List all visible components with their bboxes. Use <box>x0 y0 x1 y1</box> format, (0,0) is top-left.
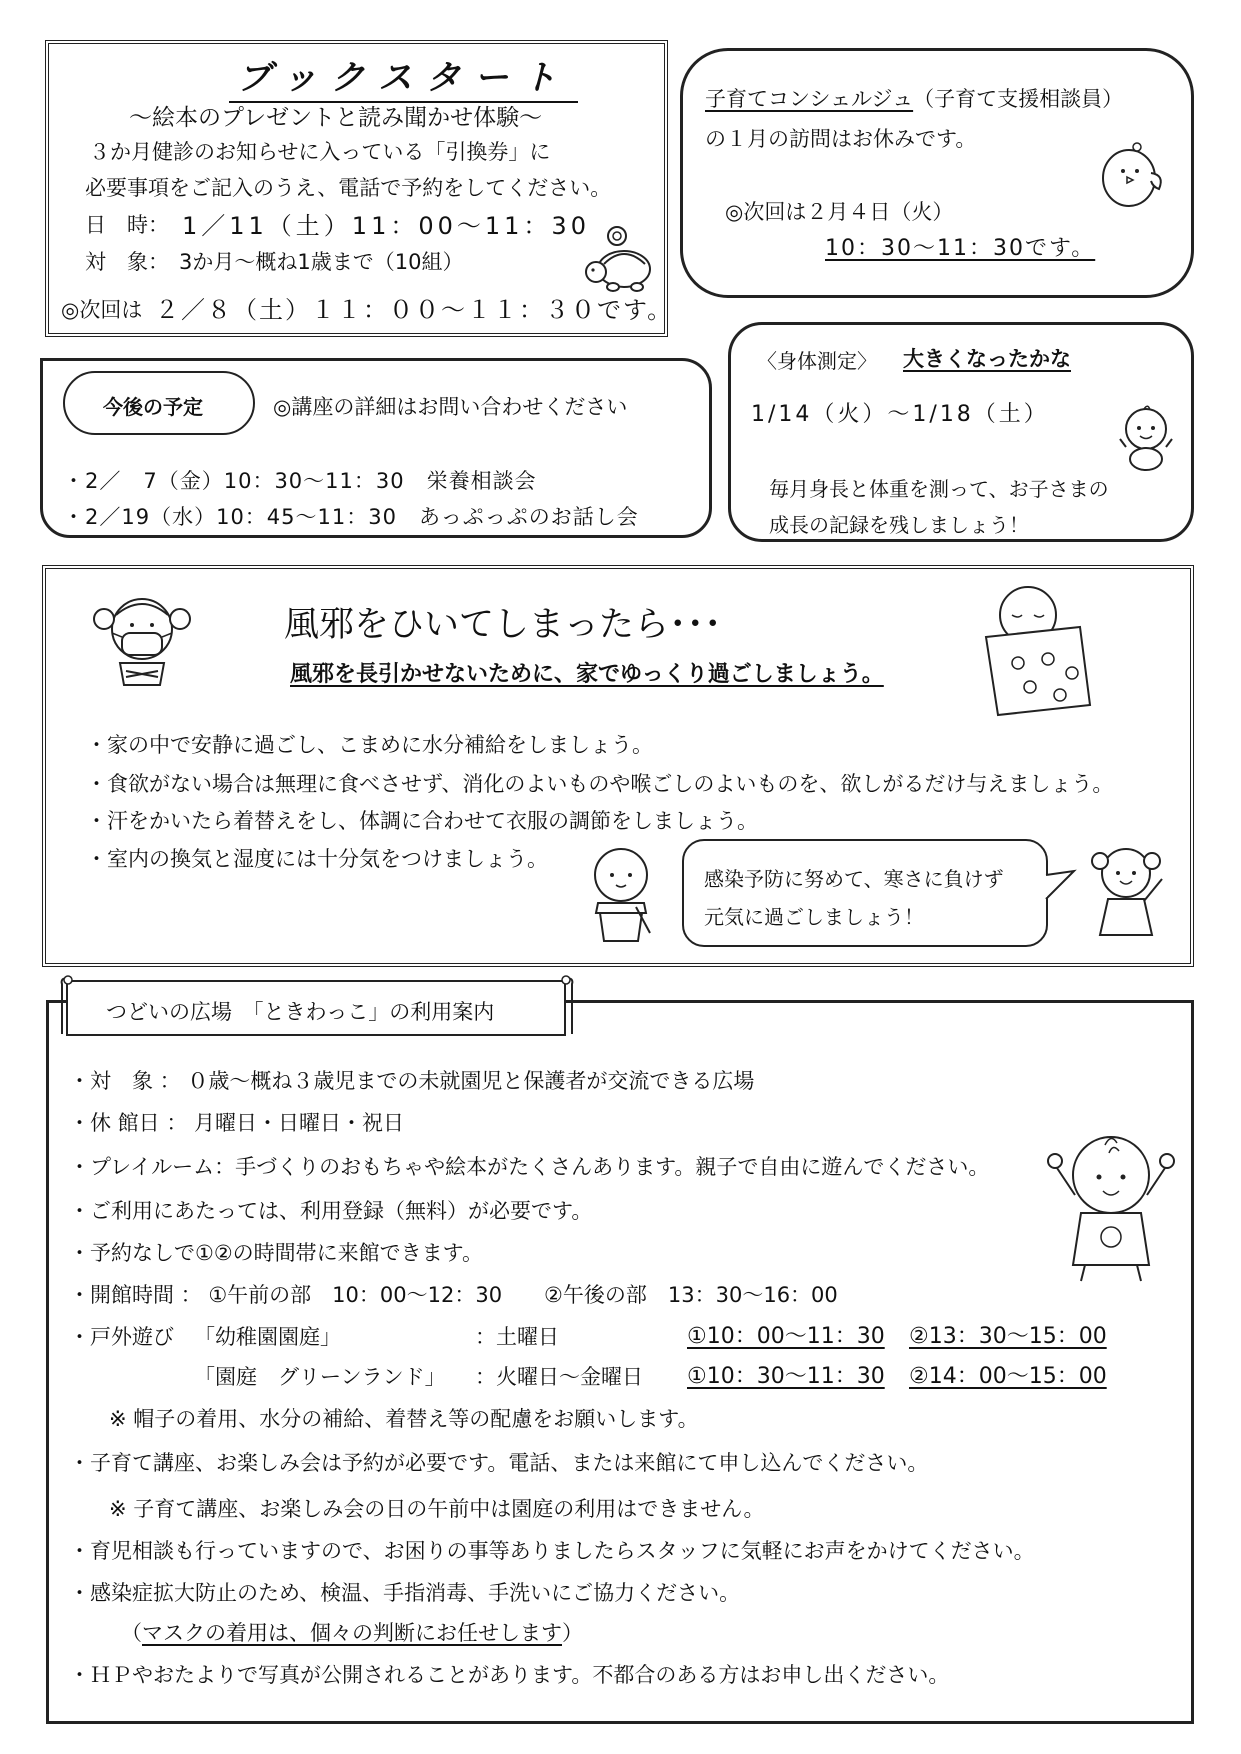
guide-target: ・対 象 ： ０歳～概ね３歳児までの未就園児と保護者が交流できる広場 <box>69 1069 755 1093</box>
guide-hours: ・開館時間 ： ①午前の部 10：00～12：30 ②午後の部 13：30～16：00 <box>69 1283 838 1307</box>
guide-registration: ・ご利用にあたっては、利用登録（無料）が必要です。 <box>69 1199 593 1223</box>
baby-illustration <box>1116 403 1176 473</box>
schedule-item: ・2／ 7（金）10：30～11：30 栄養相談会 <box>63 469 537 493</box>
bubble-line1: 感染予防に努めて、寒さに負けず <box>704 867 1004 891</box>
guide-note2: ※ 子育て講座、お楽しみ会の日の午前中は園庭の利用はできません。 <box>109 1497 765 1521</box>
speech-bubble <box>682 839 1048 947</box>
guide-outdoor1-time1: ①10：00～11：30 <box>687 1324 885 1349</box>
guide-outdoor2-place: 「園庭 グリーンランド」 <box>194 1365 446 1389</box>
guide-title-banner <box>66 980 566 1036</box>
guide-outdoor1-place: 「幼稚園園庭」 <box>194 1325 341 1349</box>
bookstart-title: ブックスタート <box>229 50 578 103</box>
scroll-curl-right-icon <box>556 974 576 1038</box>
baby-cheering-illustration <box>1045 1125 1175 1285</box>
measure-box <box>728 322 1194 542</box>
concierge-title-suffix: （子育て支援相談員） <box>913 87 1124 111</box>
measure-dates: 1/14（火）～1/18（土） <box>751 402 1049 427</box>
cold-item: ・汗をかいたら着替えをし、体調に合わせて衣服の調節をしましょう。 <box>86 809 758 833</box>
scroll-curl-left-icon <box>58 974 78 1038</box>
cold-box <box>42 565 1194 967</box>
concierge-box <box>680 48 1194 298</box>
measure-line2: 成長の記録を残しましょう！ <box>769 513 1029 537</box>
schedule-note: ◎講座の詳細はお問い合わせください <box>273 395 628 419</box>
bookstart-target-value: 3か月～概ね1歳まで（10組） <box>179 250 464 274</box>
guide-mask-line <box>121 1617 583 1647</box>
guide-title: つどいの広場 「ときわっこ」の利用案内 <box>106 1000 495 1024</box>
bookstart-line1: ３か月健診のお知らせに入っている「引換券」に <box>89 140 551 164</box>
guide-consult: ・育児相談も行っていますので、お困りの事等ありましたらスタッフに気軽にお声をかけてください。 <box>69 1539 1035 1563</box>
schedule-tag-label: 今後の予定 <box>103 395 203 419</box>
bubble-line2: 元気に過ごしましょう！ <box>704 905 924 929</box>
bookstart-target-label: 対 象： <box>85 250 169 274</box>
measure-title: 大きくなったかな <box>903 347 1071 371</box>
schedule-item: ・2／19（水）10：45～11：30 あっぷっぷのお話し会 <box>63 505 639 529</box>
turtle-illustration <box>579 224 659 294</box>
bookstart-subtitle: ～絵本のプレゼントと読み聞かせ体験～ <box>129 105 543 131</box>
boy-scarf-illustration <box>576 841 666 951</box>
guide-outdoor2-time2: ②14：00～15：00 <box>909 1364 1107 1389</box>
guide-box <box>46 1000 1194 1724</box>
schedule-tag <box>63 371 255 435</box>
guide-note1: ※ 帽子の着用、水分の補給、着替え等の配慮をお願いします。 <box>109 1407 699 1431</box>
sleeping-baby-illustration <box>976 581 1096 721</box>
guide-outdoor2-day: ：火曜日～金曜日 <box>475 1365 643 1389</box>
cold-item: ・家の中で安静に過ごし、こまめに水分補給をしましょう。 <box>86 733 653 757</box>
bookstart-line2: 必要事項をご記入のうえ、電話で予約をしてください。 <box>85 176 612 200</box>
guide-closed: ・休 館日 ： 月曜日・日曜日・祝日 <box>69 1111 405 1135</box>
concierge-line2: の１月の訪問はお休みです。 <box>705 127 977 151</box>
girl-mask-illustration <box>82 587 202 687</box>
measure-line1: 毎月身長と体重を測って、お子さまの <box>769 477 1109 501</box>
bookstart-box <box>45 40 674 337</box>
guide-mask: マスクの着用は、個々の判断にお任せします <box>142 1621 562 1645</box>
cold-item: ・室内の換気と湿度には十分気をつけましょう。 <box>86 847 548 871</box>
bookstart-next-label: ◎次回は <box>61 298 143 322</box>
guide-playroom: ・プレイルーム：手づくりのおもちゃや絵本がたくさんあります。親子で自由に遊んでください。 <box>69 1155 990 1179</box>
guide-noreserve: ・予約なしで①②の時間帯に来館できます。 <box>69 1241 483 1265</box>
cold-subtitle: 風邪を長引かせないために、家でゆっくり過ごしましょう。 <box>290 662 884 687</box>
bubble-tail <box>1046 869 1076 909</box>
cold-title: 風邪をひいてしまったら･･･ <box>284 605 722 645</box>
guide-mask-open: （ <box>121 1621 142 1645</box>
concierge-title: 子育てコンシェルジュ <box>705 87 914 111</box>
guide-mask-close: ） <box>562 1621 583 1645</box>
guide-hp: ・ＨＰやおたよりで写真が公開されることがあります。不都合のある方はお申し出ください。 <box>69 1663 950 1687</box>
concierge-next: ◎次回は２月４日（火） <box>725 200 954 224</box>
guide-outdoor2-time1: ①10：30～11：30 <box>687 1364 885 1389</box>
guide-outdoor1-day: ：土曜日 <box>475 1325 559 1349</box>
bookstart-next-value: ２／８（土）１１：００～１１：３０です。 <box>155 296 674 324</box>
concierge-title-line <box>705 83 1123 113</box>
chick-illustration <box>1093 133 1173 213</box>
guide-infection: ・感染症拡大防止のため、検温、手指消毒、手洗いにご協力ください。 <box>69 1581 741 1605</box>
cold-item: ・食欲がない場合は無理に食べさせず、消化のよいものや喉ごしのよいものを、欲しがるだけ与えましょう。 <box>86 772 1114 796</box>
guide-outdoor-label: ・戸外遊び <box>69 1325 174 1349</box>
girl-waving-illustration <box>1082 839 1172 949</box>
measure-label: 〈身体測定〉 <box>757 349 877 373</box>
bookstart-date-label: 日 時： <box>85 213 169 237</box>
guide-lecture: ・子育て講座、お楽しみ会は予約が必要です。電話、または来館にて申し込んでください。 <box>69 1451 929 1475</box>
bookstart-date-value: 1／11（土）11：00～11：30 <box>182 212 590 240</box>
schedule-box <box>40 358 712 538</box>
guide-outdoor1-time2: ②13：30～15：00 <box>909 1324 1107 1349</box>
concierge-time: 10：30～11：30です。 <box>825 236 1096 261</box>
